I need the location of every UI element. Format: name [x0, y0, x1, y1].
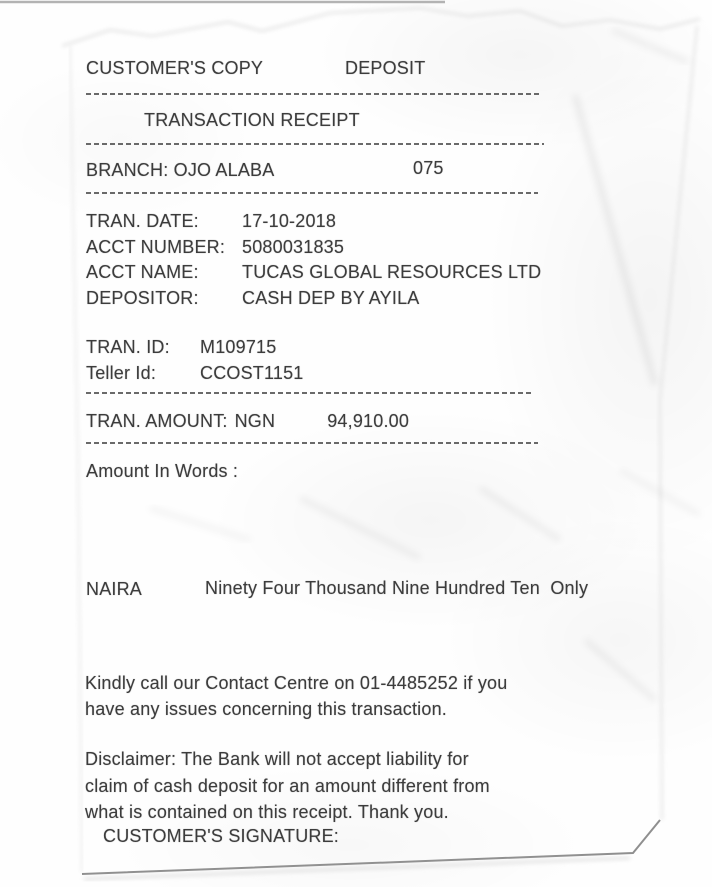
tran-amount-row — [86, 411, 409, 432]
tran-id-row — [86, 337, 276, 358]
acct-number-value: 5080031835 — [242, 237, 345, 257]
contact-note-line: Kindly call our Contact Centre on 01-4485252 if you — [85, 673, 508, 693]
teller-id-label: Teller Id: — [86, 363, 157, 383]
tran-id-value: M109715 — [200, 337, 277, 357]
tran-id-label: TRAN. ID: — [86, 337, 170, 357]
acct-number-row — [86, 237, 344, 258]
contact-note-line: have any issues concerning this transaction. — [85, 699, 447, 719]
acct-number-label: ACCT NUMBER: — [86, 237, 226, 257]
acct-name-value: TUCAS GLOBAL RESOURCES LTD — [242, 262, 542, 282]
doc-type-label: DEPOSIT — [345, 58, 426, 78]
branch-code: 075 — [413, 158, 444, 178]
teller-id-value: CCOST1151 — [200, 363, 304, 383]
branch-name: OJO ALABA — [173, 160, 275, 180]
divider-dashed — [86, 442, 538, 444]
tran-amount-value: 94,910.00 — [327, 411, 410, 431]
acct-name-row — [86, 262, 541, 283]
copy-label: CUSTOMER'S COPY — [86, 58, 264, 78]
divider-dashed — [86, 392, 534, 394]
acct-name-label: ACCT NAME: — [86, 262, 199, 282]
tran-date-row — [86, 211, 336, 232]
depositor-label: DEPOSITOR: — [86, 288, 199, 308]
amount-words: Ninety Four Thousand Nine Hundred Ten Only — [205, 578, 589, 598]
currency-word: NAIRA — [86, 579, 143, 599]
tran-date-value: 17-10-2018 — [242, 211, 337, 231]
divider-dashed — [86, 192, 538, 194]
disclaimer-line: Disclaimer: The Bank will not accept liability for — [85, 749, 469, 769]
disclaimer-line: claim of cash deposit for an amount different from — [85, 776, 490, 796]
currency-code: NGN — [234, 411, 276, 431]
divider-dashed — [86, 93, 541, 95]
customer-signature-label: CUSTOMER'S SIGNATURE: — [103, 826, 339, 846]
receipt-title: TRANSACTION RECEIPT — [144, 110, 360, 130]
branch-label: BRANCH: — [86, 160, 169, 180]
tran-date-label: TRAN. DATE: — [86, 211, 199, 231]
depositor-row — [86, 288, 420, 309]
branch-row — [86, 160, 274, 181]
amount-in-words-label: Amount In Words : — [86, 461, 239, 481]
divider-dashed — [86, 143, 544, 145]
tran-amount-label: TRAN. AMOUNT: — [86, 411, 228, 431]
disclaimer-line: what is contained on this receipt. Thank you. — [85, 802, 449, 822]
teller-id-row — [86, 363, 304, 384]
depositor-value: CASH DEP BY AYILA — [242, 288, 420, 308]
